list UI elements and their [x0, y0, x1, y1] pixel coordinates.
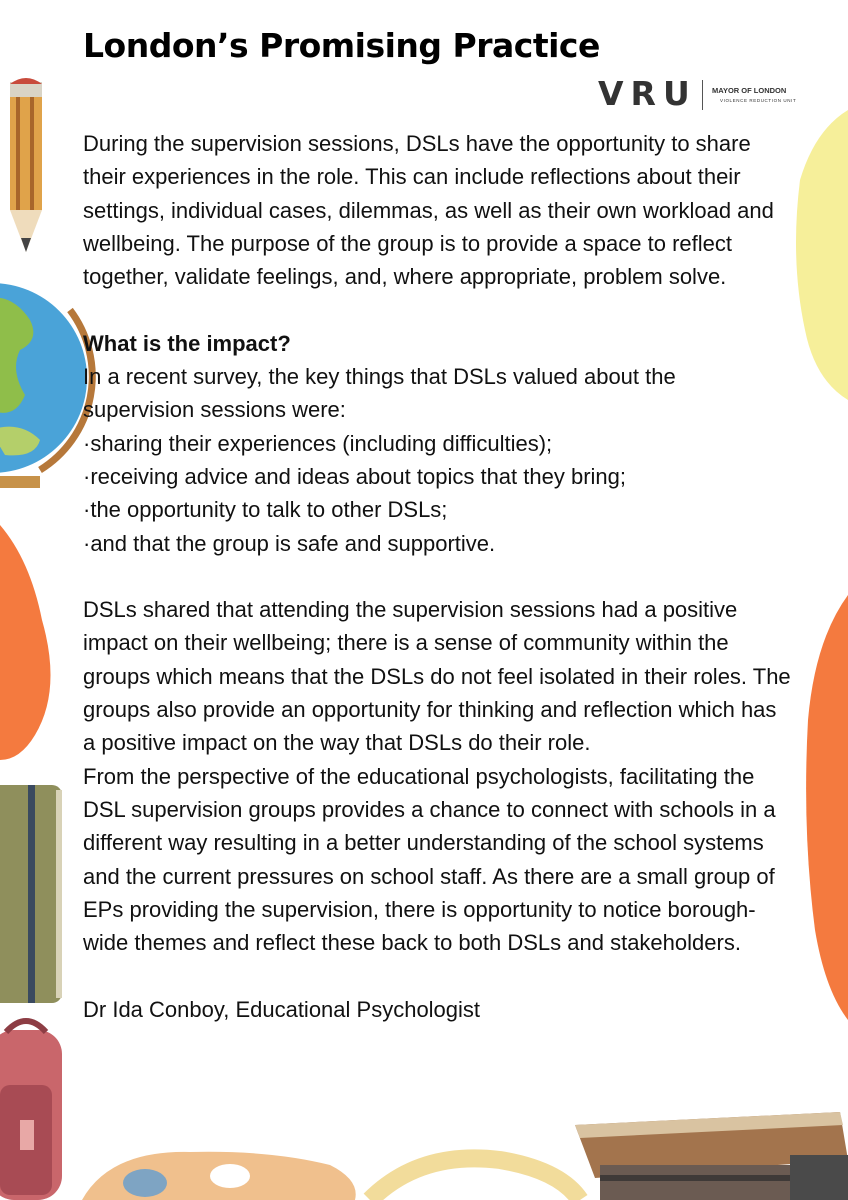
impact-heading: What is the impact?	[83, 330, 291, 356]
orange-paint-blob-left	[0, 525, 51, 760]
article-body	[83, 127, 793, 1026]
yellow-swirl	[370, 1158, 580, 1200]
violence-reduction-unit-text: VIOLENCE REDUCTION UNIT	[720, 98, 797, 103]
vru-mayor-of-london-logo	[598, 74, 797, 113]
signature: Dr Ida Conboy, Educational Psychologist	[83, 996, 481, 1022]
survey-intro-paragraph: In a recent survey, the key things that DSLs valued about the supervision sessions were:	[83, 364, 676, 423]
notebook-illustration	[0, 785, 62, 1003]
books-illustration	[575, 1112, 848, 1200]
globe-illustration	[0, 283, 92, 488]
orange-paint-blob-right	[806, 595, 848, 1020]
bullet-item: ·and that the group is safe and supportive.	[83, 530, 496, 556]
pencil-illustration	[10, 78, 42, 252]
bullet-item: ·sharing their experiences (including difficulties);	[83, 430, 553, 456]
spacer	[83, 293, 793, 326]
bullet-item: ·receiving advice and ideas about topics that they bring;	[83, 463, 626, 489]
intro-paragraph: During the supervision sessions, DSLs have the opportunity to share their experiences in the role. This can include reflections about their settings, individual cases, dilemmas, as well as their own workload and wellbeing. The purpose of the group is to provide a space to reflect together, validate feelings, and, where appropriate, problem solve.	[83, 131, 774, 290]
yellow-paint-blob-right	[796, 110, 848, 400]
palette-illustration	[82, 1152, 356, 1200]
educational-psychologists-paragraph: From the perspective of the educational psychologists, facilitating the DSL supervision groups provides a chance to connect with schools in a different way resulting in a better understanding of the school systems and the current pressures on school staff. As there are a small group of EPs providing the supervision, there is opportunity to notice borough-wide themes and reflect these back to both DSLs and stakeholders.	[83, 763, 776, 956]
logo-divider	[702, 80, 703, 110]
bullet-item: ·the opportunity to talk to other DSLs;	[83, 497, 448, 523]
spacer	[83, 560, 793, 593]
wellbeing-paragraph: DSLs shared that attending the supervision sessions had a positive impact on their wellbeing; there is a sense of community within the groups which means that the DSLs do not feel isolated in their roles. The groups also provide an opportunity for thinking and reflection which has a positive impact on the way that DSLs do their role.	[83, 597, 791, 756]
page-title: London’s Promising Practice	[83, 26, 600, 65]
backpack-illustration	[0, 1021, 62, 1200]
vru-logo-text: VRU	[598, 74, 697, 113]
spacer	[83, 959, 793, 992]
mayor-of-london-text: MAYOR OF LONDON	[712, 86, 787, 95]
